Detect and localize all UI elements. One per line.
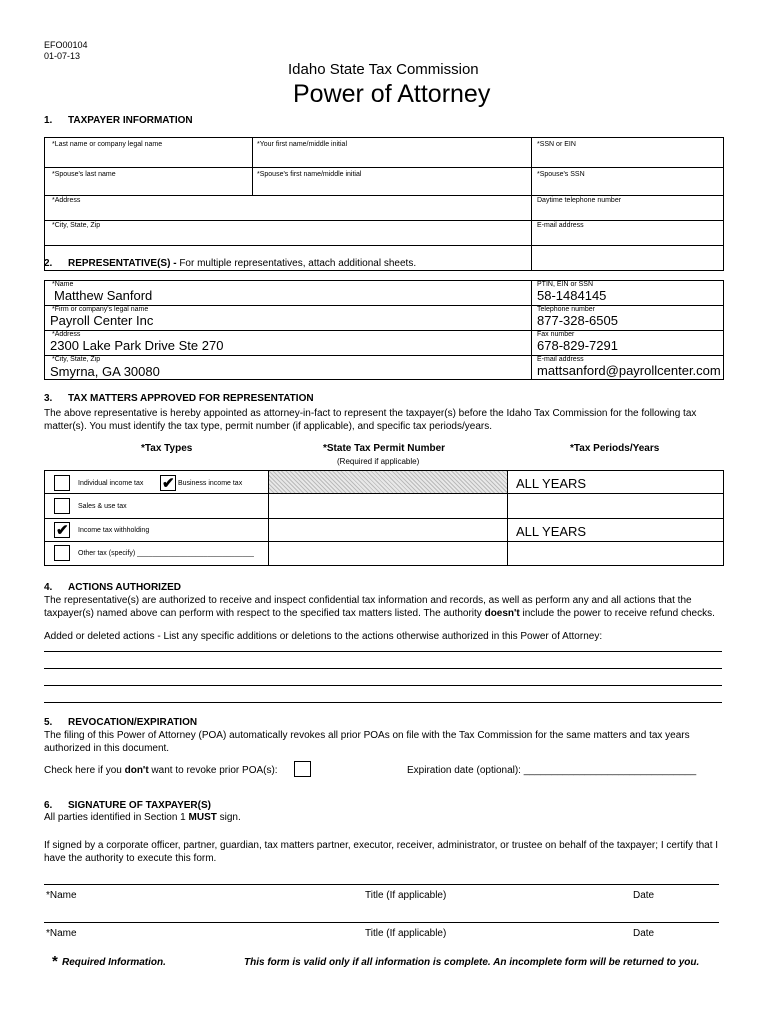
rep-name-label: *Name — [52, 281, 74, 288]
agency-name: Idaho State Tax Commission — [288, 61, 479, 78]
expiration-date-field[interactable]: Expiration date (optional): _______________________________ — [407, 765, 697, 776]
section2-heading: 2. REPRESENTATIVE(S) - For multiple representatives, attach additional sheets. — [44, 258, 417, 269]
rep-email-value: mattsanford@payrollcenter.com — [537, 363, 721, 378]
section4-text: The representative(s) are authorized to receive and inspect confidential tax information and records, as well as perform any and all actions that the taxpayer(s) named above can perform with respect to the specified tax matters listed. The authority doesn't include the power to receive refund checks. — [44, 595, 715, 619]
city-label: *City, State, Zip — [52, 222, 101, 229]
income-tax-withholding-checkbox[interactable] — [54, 522, 70, 538]
section6-text: All parties identified in Section 1 MUST sign. — [44, 812, 241, 823]
spouse-last-name-label: *Spouse's last name — [52, 171, 116, 178]
rep-firm-label: *Firm or company's legal name — [52, 306, 149, 313]
withholding-check-mark-icon: ✔ — [56, 522, 69, 539]
taxpayer-info-grid — [44, 137, 724, 271]
address-label: *Address — [52, 197, 81, 204]
form-number: EFO00104 — [44, 40, 88, 50]
form-code — [44, 40, 88, 62]
phone-label: Daytime telephone number — [537, 197, 622, 204]
added-actions-line-3[interactable] — [44, 685, 722, 686]
rep-address-label: *Address — [52, 331, 81, 338]
sales-use-tax-label: Sales & use tax — [78, 503, 127, 510]
email-label: E-mail address — [537, 222, 584, 229]
last-name-label: *Last name or company legal name — [52, 141, 163, 148]
section6-heading: 6. SIGNATURE OF TAXPAYER(S) — [44, 800, 211, 811]
rep-email-label: E-mail address — [537, 356, 584, 363]
certify-text: If signed by a corporate officer, partner, guardian, tax matters partner, executor, receiver, administrator, or trustee on behalf of the taxpayer; I certify that I have the authority to execute this form. — [44, 840, 719, 864]
added-actions-line-1[interactable] — [44, 651, 722, 652]
added-actions-line-2[interactable] — [44, 668, 722, 669]
form-revision-date: 01-07-13 — [44, 51, 81, 61]
other-tax-checkbox[interactable] — [54, 545, 70, 561]
required-star-icon: * — [52, 953, 58, 970]
added-actions-text: Added or deleted actions - List any specific additions or deletions to the actions otherwise authorized in this Power of Attorney: — [44, 631, 603, 642]
section5-heading: 5. REVOCATION/EXPIRATION — [44, 717, 198, 728]
sales-use-tax-checkbox[interactable] — [54, 498, 70, 514]
tax-periods-heading: *Tax Periods/Years — [570, 443, 660, 454]
added-actions-line-4[interactable] — [44, 702, 722, 703]
signature-line-2[interactable] — [44, 922, 719, 923]
section1-heading: 1. TAXPAYER INFORMATION — [44, 115, 193, 126]
period-row1-value: ALL YEARS — [516, 476, 587, 491]
signature1-name-label: *Name — [46, 890, 77, 901]
rep-phone-value: 877-328-6505 — [537, 313, 618, 328]
business-income-tax-checkbox[interactable] — [160, 475, 176, 491]
ssn-label: *SSN or EIN — [537, 141, 576, 148]
section3-text: The above representative is hereby appointed as attorney-in-fact to represent the taxpayer(s) before the Idaho Tax Commission for the following tax matter(s). You must identify the tax type, permit number (if applicable), and specific tax periods/years. — [44, 408, 697, 432]
do-not-revoke-checkbox[interactable] — [294, 761, 311, 777]
business-income-tax-label: Business income tax — [178, 480, 243, 487]
rep-phone-label: Telephone number — [537, 306, 595, 313]
revoke-check-text: Check here if you don't want to revoke prior POA(s): — [44, 765, 278, 776]
section3-heading: 3. TAX MATTERS APPROVED FOR REPRESENTATION — [44, 393, 314, 404]
first-name-label: *Your first name/middle initial — [257, 141, 348, 148]
rep-fax-value: 678-829-7291 — [537, 338, 618, 353]
required-information-note: Required Information. — [62, 957, 166, 968]
page-title: Power of Attorney — [293, 80, 491, 108]
rep-address-value: 2300 Lake Park Drive Ste 270 — [50, 338, 224, 353]
spouse-first-name-label: *Spouse's first name/middle initial — [257, 171, 362, 178]
representative-grid — [44, 280, 724, 380]
rep-firm-value: Payroll Center Inc — [50, 313, 154, 328]
permit-number-heading: *State Tax Permit Number — [323, 443, 446, 454]
individual-income-tax-label: Individual income tax — [78, 480, 144, 487]
rep-city-label: *City, State, Zip — [52, 356, 101, 363]
signature2-title-label: Title (If applicable) — [365, 928, 447, 939]
signature1-title-label: Title (If applicable) — [365, 890, 447, 901]
rep-fax-label: Fax number — [537, 331, 575, 338]
section4-heading: 4. ACTIONS AUTHORIZED — [44, 582, 181, 593]
signature-line-1[interactable] — [44, 884, 719, 885]
permit-number-note: (Required if applicable) — [337, 457, 420, 466]
signature1-date-label: Date — [633, 890, 655, 901]
section2-note: For multiple representatives, attach additional sheets. — [179, 258, 417, 269]
rep-ptin-label: PTIN, EIN or SSN — [537, 281, 594, 288]
signature2-date-label: Date — [633, 928, 655, 939]
business-check-mark-icon: ✔ — [162, 475, 175, 492]
period-row3-value: ALL YEARS — [516, 524, 587, 539]
spouse-ssn-label: *Spouse's SSN — [537, 171, 585, 178]
rep-city-value: Smyrna, GA 30080 — [50, 364, 160, 379]
tax-types-heading: *Tax Types — [141, 443, 193, 454]
rep-name-value: Matthew Sanford — [54, 288, 153, 303]
permit-shaded-cell — [269, 471, 507, 493]
section5-text: The filing of this Power of Attorney (POA) automatically revokes all prior POAs on file with the Tax Commission for the same matters and tax years authorized in this document. — [44, 730, 690, 754]
individual-income-tax-checkbox[interactable] — [54, 475, 70, 491]
rep-ptin-value: 58-1484145 — [537, 288, 607, 303]
other-tax-label: Other tax (specify) ______________________________ — [78, 550, 254, 557]
tax-matters-grid — [44, 470, 724, 566]
income-tax-withholding-label: Income tax withholding — [78, 527, 150, 534]
signature2-name-label: *Name — [46, 928, 77, 939]
validity-note: This form is valid only if all information is complete. An incomplete form will be returned to you. — [244, 957, 700, 968]
